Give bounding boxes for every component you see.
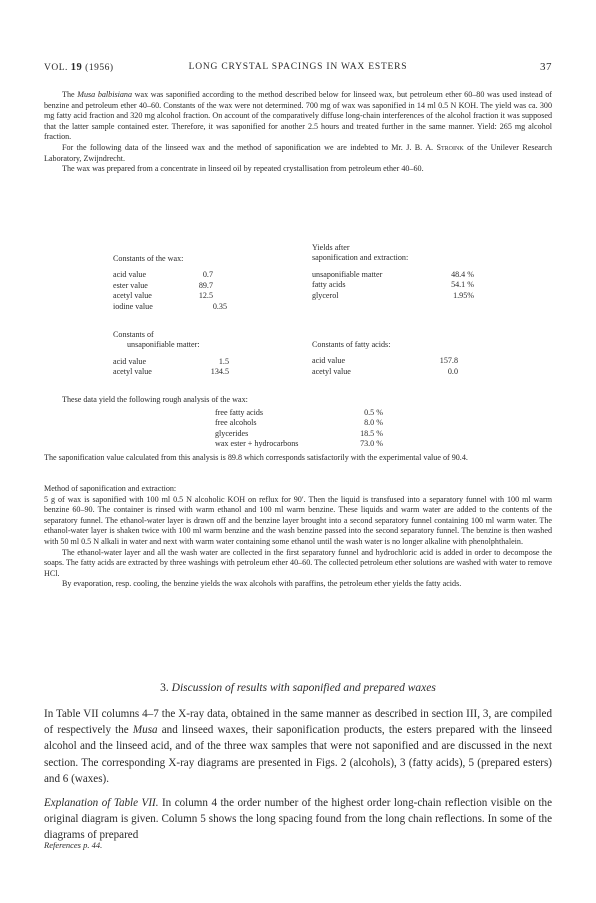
wax-constants-table (113, 254, 253, 312)
table-row: acid value 0.7 (113, 270, 213, 280)
table-heading: Constants of (113, 330, 154, 339)
table-row: unsaponifiable matter 48.4 % (312, 269, 474, 279)
references-footer: References p. 44. (44, 840, 103, 850)
method-heading: Method of saponification and extraction: (44, 484, 177, 493)
table-row: ester value 89.7 (113, 280, 213, 290)
yields-table (312, 243, 482, 301)
analysis-table (215, 408, 389, 450)
table-heading: Yields after (312, 243, 350, 252)
intro-paragraph-acknowledgement: For the following data of the linseed wax and the method of saponification we are indebted to Mr. J. B. A. Stroink of the Unilever Research Laboratory, Zwijndrecht. (44, 142, 552, 163)
section-heading: 3. Discussion of results with saponified and prepared waxes (160, 682, 436, 694)
table-heading: saponification and extraction: (312, 253, 409, 263)
table-row: acetyl value 134.5 (113, 367, 229, 377)
table-heading: unsaponifiable matter: (127, 340, 200, 350)
intro-paragraphs (44, 90, 552, 175)
table-row: acid value 157.8 (312, 356, 458, 366)
table-row: glycerides 18.5 % (215, 428, 383, 438)
method-section (44, 484, 552, 590)
fatty-acid-constants-table (312, 340, 482, 377)
unsaponifiable-constants-table (113, 330, 253, 378)
analysis-conclusion: The saponification value calculated from this analysis is 89.8 which corresponds satisfactorily with the experimental value of 90.4. (44, 453, 468, 462)
table-row: iodine value 0.35 (113, 301, 227, 311)
body-paragraph: In Table VII columns 4–7 the X-ray data, obtained in the same manner as described in section III, 3, are compiled of respectively the Musa and linseed waxes, their saponification products, the esters prepared with the linseed alcohol and the linseed acid, and of the three wax samples that were not saponified and are discussed in the next section. The corresponding X-ray diagrams are presented in Figs. 2 (alcohols), 3 (fatty acids), 5 (prepared esters) and 6 (waxes). (44, 708, 552, 785)
method-paragraph: By evaporation, resp. cooling, the benzine yields the wax alcohols with paraffins, the petroleum ether yields the fatty acids. (62, 579, 462, 589)
table-row: glycerol 1.95% (312, 290, 474, 300)
intro-paragraph-musa: The Musa balbisiana wax was saponified according to the method described below for linseed wax, but petroleum ether 60–80 was used instead of benzine and petroleum ether 40–60. Constants of the wax were not determined. 700 mg of wax was saponified in 14 ml 0.5 N KOH. The yield was ca. 300 mg fatty acid fraction and 320 mg alcohol fraction. On account of the comparatively diffuse long-chain interferences of the alcohol fraction it was supposed that the latter sample contained ester. Therefore, it was saponified for another 2.5 hours and treated further in the same manner. Yield: 265 mg alcohol fraction. (44, 90, 552, 142)
table-row: acetyl value 12.5 (113, 291, 213, 301)
page-number: 37 (540, 61, 552, 73)
running-title: LONG CRYSTAL SPACINGS IN WAX ESTERS (188, 62, 408, 72)
table-row: acetyl value 0.0 (312, 366, 458, 376)
volume-label: VOL. 19 (1956) (44, 62, 114, 73)
table-row: fatty acids 54.1 % (312, 280, 474, 290)
italic-lead: Explanation of Table VII. (44, 797, 159, 810)
table-row: wax ester + hydrocarbons 73.0 % (215, 439, 383, 449)
intro-paragraph-preparation: The wax was prepared from a concentrate in linseed oil by repeated crystallisation from petroleum ether 40–60. (62, 164, 424, 174)
table-heading: Constants of fatty acids: (312, 340, 391, 349)
method-paragraph: The ethanol-water layer and all the wash water are collected in the first separatory funnel and hydrochloric acid is added in order to decompose the soaps. The fatty acids are extracted by three washings with petroleum ether 40–60. The collected petroleum ether solutions are washed with water to remove HCl. (44, 547, 552, 578)
table-row: free fatty acids 0.5 % (215, 408, 383, 417)
method-paragraph: 5 g of wax is saponified with 100 ml 0.5 N alcoholic KOH on reflux for 90′. Then the liquid is transfused into a separatory funnel with 100 ml warm benzine 60–90. The container is rinsed with warm ethanol and 100 ml warm benzine. These liquids and warm water are added to the contents of the separatory funnel. The ethanol-water layer is drawn off and the benzine layer brought into a second separatory funnel containing 100 ml warm water. The ethanol-water layer is shaken twice with 100 ml warm benzine and the wash benzine passed into the second separatory funnel. The benzine is then washed with 50 ml 0.5 N alkali in water and next with warm water containing some ethanol until the wash water is no longer alkaline with phenolphthalein. (44, 494, 552, 546)
running-header (44, 62, 552, 76)
table-heading: Constants of the wax: (113, 254, 184, 263)
table-row: free alcohols 8.0 % (215, 418, 383, 428)
volume-number: 19 (70, 62, 83, 73)
table-row: acid value 1.5 (113, 356, 229, 366)
species-name: Musa balbisiana (77, 90, 133, 99)
analysis-intro: These data yield the following rough analysis of the wax: (62, 395, 248, 404)
section-body (44, 706, 552, 844)
person-name: Stroink (436, 142, 464, 152)
body-paragraph: Explanation of Table VII. In column 4 the order number of the highest order long-chain reflection visible on the original diagram is given. Column 5 shows the long spacing found from the long chain reflections. In some of the diagrams of prepared (44, 797, 552, 842)
